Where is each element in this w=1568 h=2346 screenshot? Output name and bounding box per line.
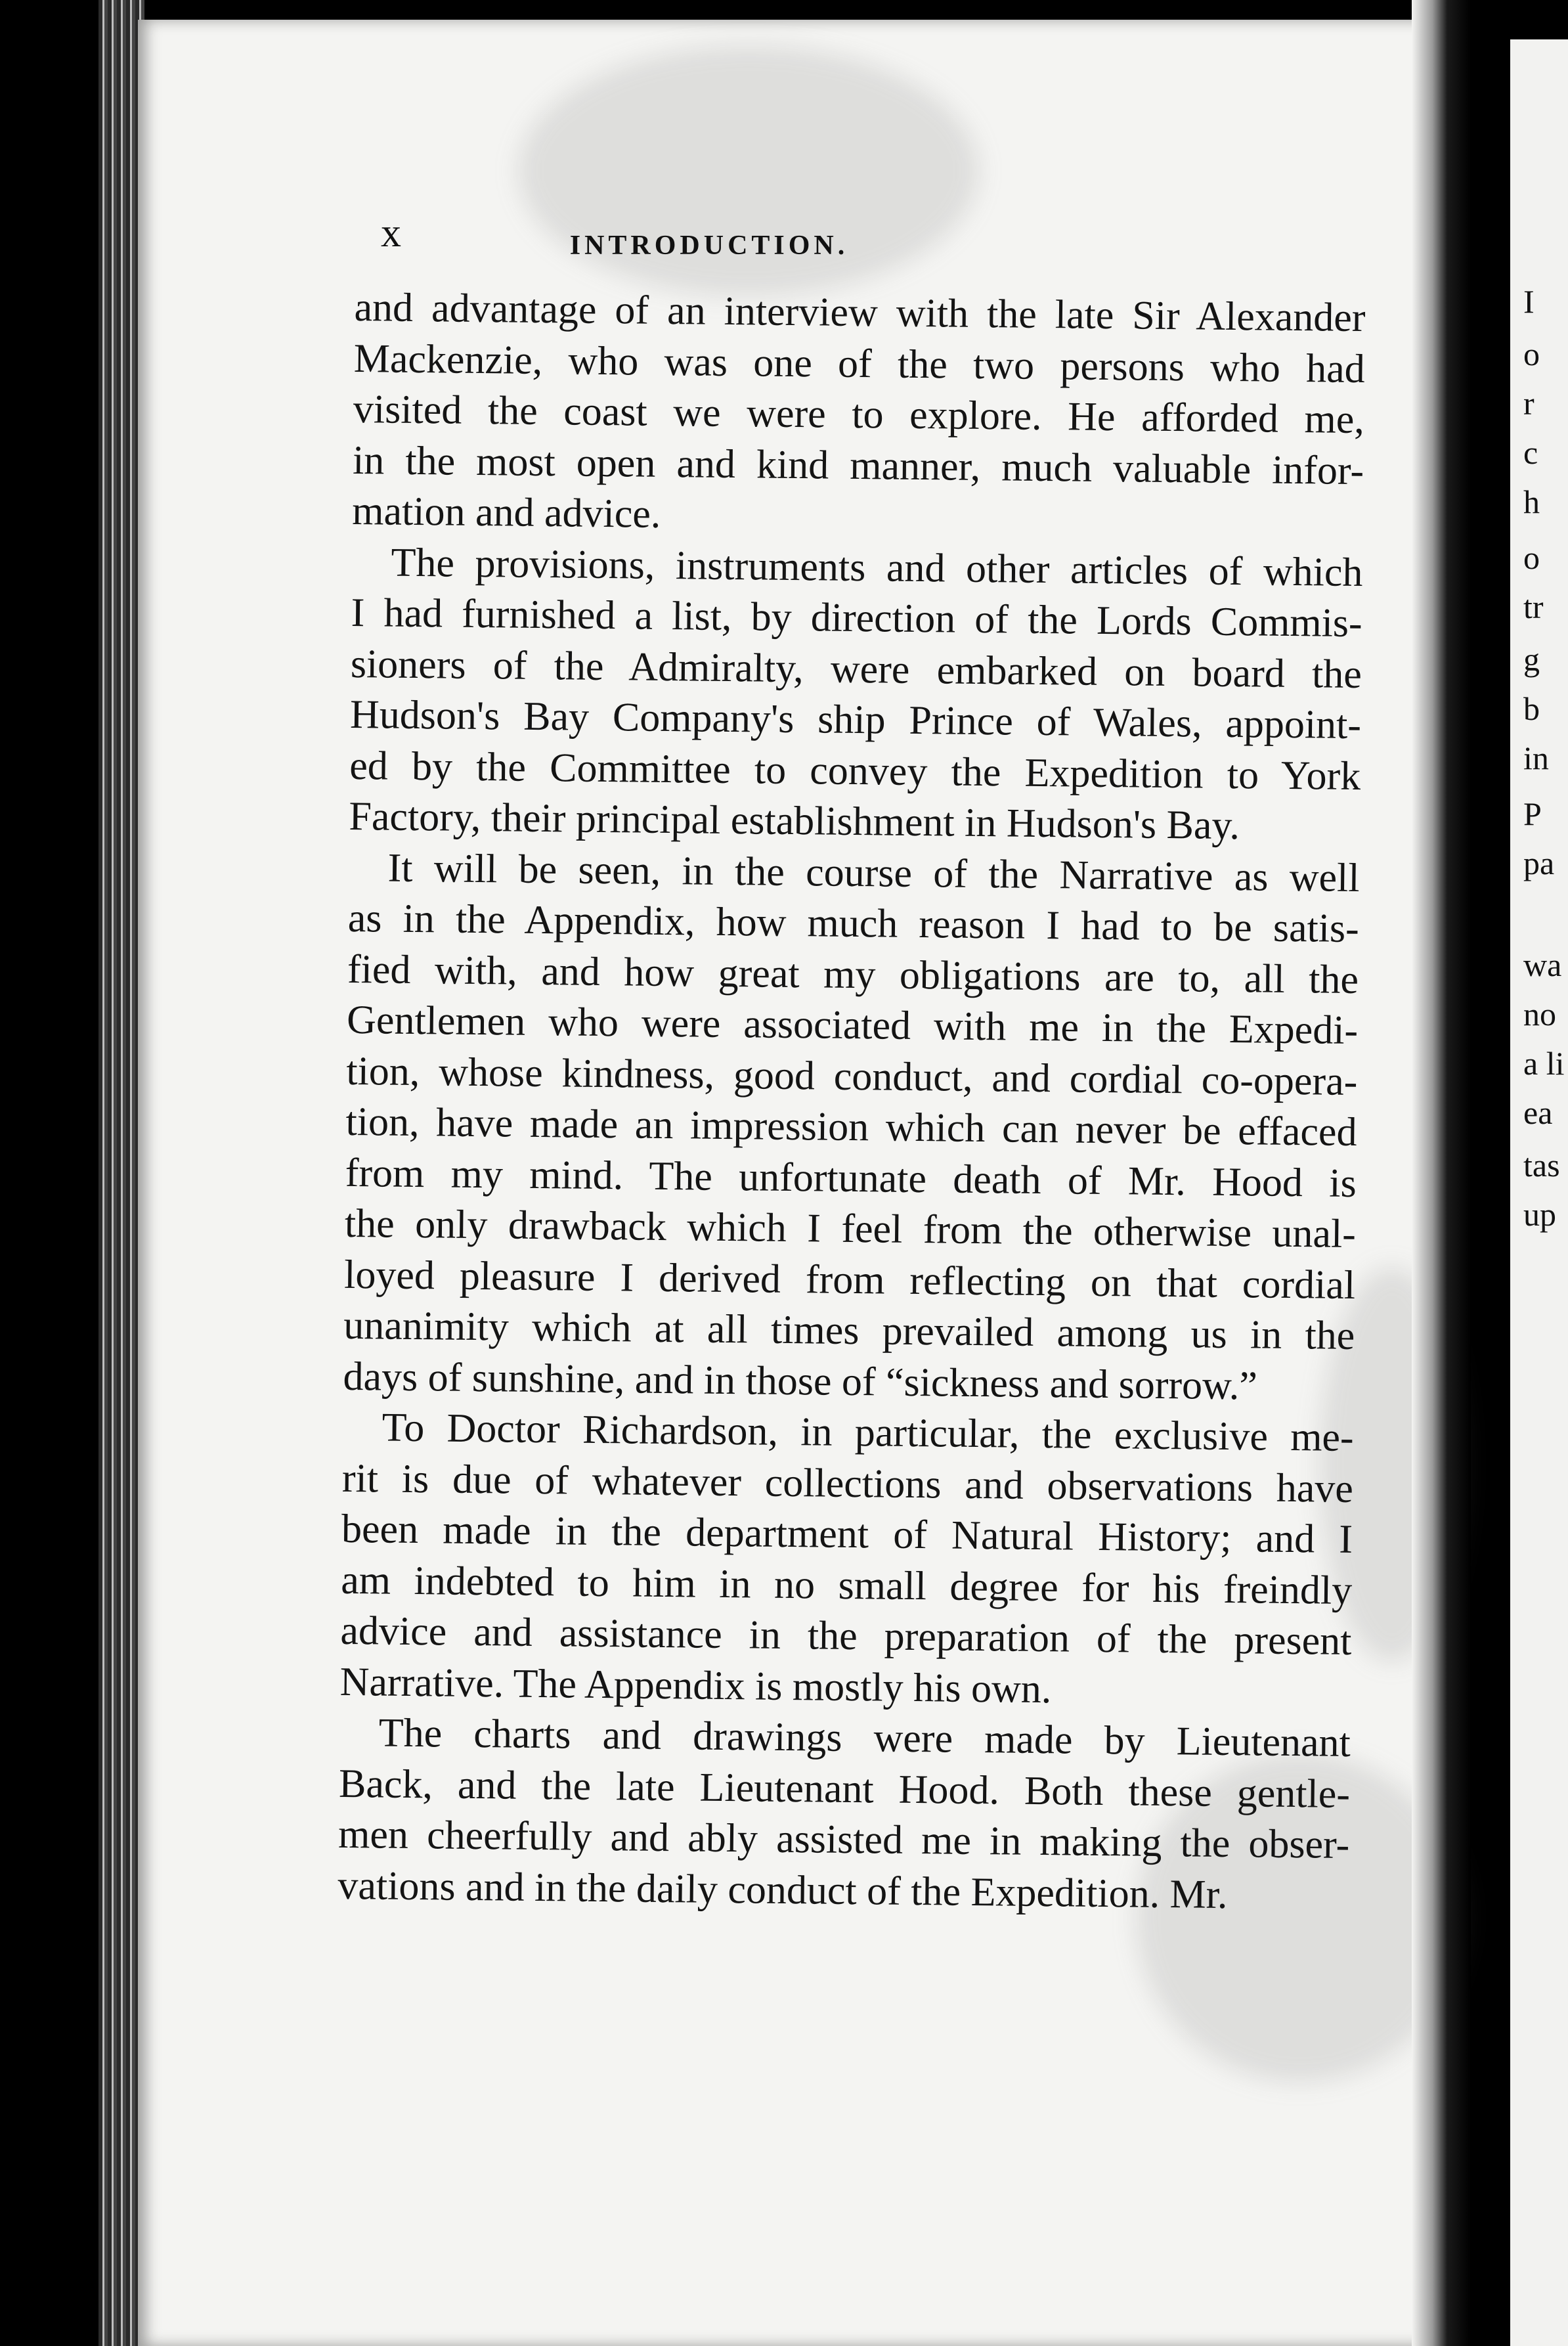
text-line: Gentlemen who were associated with me in the Expedi- [346,997,1359,1053]
facing-page-text: tas [1523,1147,1560,1184]
text-line: unanimity which at all times prevailed among us in the [343,1302,1355,1359]
facing-page-text: wa [1523,946,1562,983]
text-line: The charts and drawings were made by Lieutenant [378,1710,1351,1766]
text-line: rit is due of whatever collections and observations have [341,1455,1354,1511]
facing-page-text: h [1523,483,1540,520]
text-line: Mackenzie, who was one of the two persons who had [353,336,1366,391]
text-line: visited the coast we were to explore. He afforded me, [353,386,1365,443]
text-line: To Doctor Richardson, in particular, the exclusive me- [381,1405,1355,1461]
text-line: as in the Appendix, how much reason I had to be satis- [347,895,1360,952]
facing-page-text: a li [1523,1045,1565,1082]
facing-page-text: in [1523,740,1549,776]
text-line: Back, and the late Lieutenant Hood. Both these gentle- [338,1761,1351,1817]
text-line: Factory, their principal establishment in Hudson's Bay. [349,793,1240,849]
text-line: It will be seen, in the course of the Narrative as well [387,845,1360,900]
facing-page-text: r [1523,385,1535,422]
text-line: The provisions, instruments and other articles of which [391,540,1363,595]
text-line: loyed pleasure I derived from reflecting on that cordial [343,1252,1356,1308]
text-line: vations and in the daily conduct of the Expedition. Mr. [338,1863,1228,1917]
text-line: I had furnished a list, by direction of the Lords Commis- [351,590,1363,646]
text-line: Narrative. The Appendix is mostly his own. [339,1659,1052,1712]
text-line: sioners of the Admiralty, were embarked on board the [350,641,1362,697]
text-line: from my mind. The unfortunate death of Mr. Hood is [345,1150,1357,1206]
facing-page-text: o [1523,336,1540,372]
facing-page-text: c [1523,434,1538,471]
facing-page-text: g [1523,641,1540,678]
text-line: the only drawback which I feel from the otherwise unal- [344,1201,1357,1257]
facing-page-text: pa [1523,845,1555,881]
text-line: in the most open and kind manner, much valuable infor- [352,437,1364,493]
facing-page-text: no [1523,996,1556,1032]
text-line: been made in the department of Natural History; and I [341,1506,1353,1562]
text-line: men cheerfully and ably assisted me in making the obser- [338,1811,1350,1867]
text-line: fied with, and how great my obligations are to, all the [347,946,1359,1002]
page-number: x [381,211,401,255]
text-line: and advantage of an interview with the late Sir Alexander [354,284,1366,341]
facing-page-text: P [1523,795,1542,832]
text-line: Hudson's Bay Company's ship Prince of Wales, appoint- [349,692,1362,748]
facing-page-text: tr [1523,588,1544,625]
running-title: INTRODUCTION. [569,231,849,261]
book-gutter [1412,0,1471,2346]
text-line: tion, have made an impression which can never be effaced [345,1099,1357,1155]
facing-page-text: o [1523,539,1540,576]
facing-page-text: ea [1523,1094,1553,1131]
text-line: days of sunshine, and in those of “sickness and sorrow.” [343,1354,1258,1408]
facing-page-text: I [1523,283,1535,320]
text-line: tion, whose kindness, good conduct, and cordial co-opera- [346,1048,1358,1104]
body-text [338,282,1366,1922]
facing-page-fragment [1510,39,1568,2346]
text-line: am indebted to him in no small degree for his freindly [340,1557,1353,1613]
facing-page-text: b [1523,690,1540,727]
text-line: ed by the Committee to convey the Expedition to York [349,743,1361,799]
text-line: advice and assistance in the preparation of the present [340,1608,1352,1664]
facing-page-text: up [1523,1196,1556,1233]
text-line: mation and advice. [351,488,661,537]
